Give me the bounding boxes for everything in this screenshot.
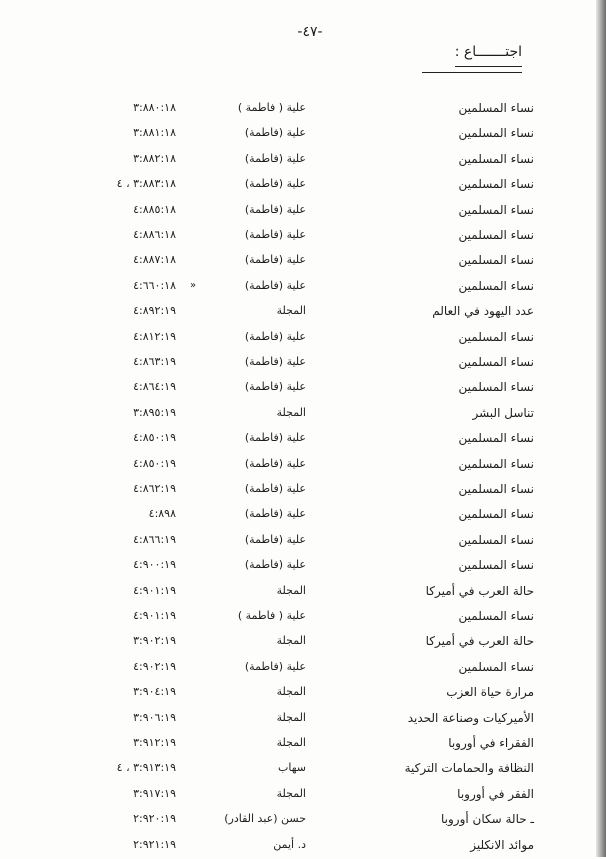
entry-topic: عدد اليهود في العالم bbox=[432, 304, 534, 319]
entry-source: المجلة bbox=[276, 685, 306, 699]
list-item bbox=[0, 581, 606, 605]
list-item bbox=[0, 174, 606, 198]
entry-source: علية ( فاطمة ) bbox=[237, 609, 306, 622]
entry-source: المجلة bbox=[276, 736, 306, 749]
list-item bbox=[0, 301, 606, 325]
entry-topic: نساء المسلمين bbox=[458, 355, 534, 369]
section-heading: اجتـــــــاع : bbox=[455, 44, 522, 67]
entry-reference: ٤:٩٠٠:١٩ bbox=[133, 558, 176, 572]
entry-topic: نساء المسلمين bbox=[458, 482, 534, 496]
entry-topic: نساء المسلمين bbox=[458, 101, 534, 115]
entry-source: علية (فاطمة) bbox=[244, 431, 306, 445]
list-item bbox=[0, 758, 606, 782]
list-item bbox=[0, 530, 606, 554]
entry-topic: نساء المسلمين bbox=[458, 507, 534, 522]
entry-reference: ٤:٨٦٢:١٩ bbox=[133, 482, 176, 495]
entry-reference: ٤:٨٥٠:١٩ bbox=[133, 431, 176, 445]
entry-source: علية (فاطمة) bbox=[244, 507, 306, 521]
list-item bbox=[0, 733, 606, 757]
entry-topic: نساء المسلمين bbox=[458, 431, 534, 446]
entry-source: علية (فاطمة) bbox=[244, 253, 306, 267]
entry-reference: ٣:٩٠٤:١٩ bbox=[133, 685, 176, 699]
list-item bbox=[0, 225, 606, 249]
entry-topic: نساء المسلمين bbox=[458, 456, 534, 471]
list-item bbox=[0, 403, 606, 427]
entry-topic: موائد الانكليز bbox=[470, 837, 534, 852]
list-item bbox=[0, 606, 606, 630]
entry-reference: ٢:٩٢٠:١٩ bbox=[133, 812, 176, 826]
list-item bbox=[0, 479, 606, 503]
list-item bbox=[0, 682, 606, 706]
list-item bbox=[0, 250, 606, 274]
entry-reference: ٣:٨٨٠:١٨ bbox=[133, 101, 176, 114]
entry-reference: ٤:٩٠١:١٩ bbox=[133, 609, 176, 622]
entry-topic: الأميركيات وصناعة الحديد bbox=[407, 710, 534, 725]
entry-topic: نساء المسلمين bbox=[458, 177, 534, 192]
entry-reference: ٢:٩٢١:١٩ bbox=[133, 837, 176, 851]
entry-topic: نساء المسلمين bbox=[458, 659, 534, 674]
entry-source: علية (فاطمة) bbox=[244, 151, 306, 165]
page-number: -٤٧- bbox=[297, 24, 323, 40]
entry-source: علية (فاطمة) bbox=[244, 355, 306, 368]
entry-reference: ٣:٨٨١:١٨ bbox=[133, 126, 176, 140]
list-item bbox=[0, 784, 606, 808]
entry-source: المجلة bbox=[276, 634, 306, 648]
entry-reference: ٤:٨٨٥:١٨ bbox=[133, 202, 176, 216]
entry-topic: نساء المسلمين bbox=[458, 126, 534, 141]
entry-source: علية (فاطمة) bbox=[244, 278, 306, 292]
entry-source: علية (فاطمة) bbox=[244, 202, 306, 216]
entry-topic: حالة العرب في أميركا bbox=[425, 634, 534, 649]
entry-reference: ٤:٨٦٤:١٩ bbox=[133, 380, 176, 394]
list-item bbox=[0, 428, 606, 452]
entry-source: المجلة bbox=[276, 583, 306, 597]
entry-source: علية (فاطمة) bbox=[244, 659, 306, 673]
entry-source: حسن (عبد القادر) bbox=[224, 812, 306, 826]
entry-source: علية (فاطمة) bbox=[244, 532, 306, 546]
entry-source: علية (فاطمة) bbox=[244, 558, 306, 572]
entry-topic: حالة العرب في أميركا bbox=[425, 583, 534, 598]
entry-reference: ٤:٨٦٦:١٩ bbox=[133, 532, 176, 546]
list-item bbox=[0, 276, 606, 300]
entry-reference: ٤:٨٩٢:١٩ bbox=[133, 304, 176, 318]
list-item bbox=[0, 657, 606, 681]
entry-topic: نساء المسلمين bbox=[458, 151, 534, 166]
entry-reference: ٤:٩٠٢:١٩ bbox=[133, 659, 176, 673]
entry-source: علية ( فاطمة ) bbox=[237, 101, 306, 114]
entry-reference: ٣:٩١٣:١٩ ، ٤ bbox=[116, 761, 176, 775]
entry-topic: النظافة والحمامات التركية bbox=[404, 761, 534, 776]
entry-reference: ٤:٨٥٠:١٩ bbox=[133, 456, 176, 470]
entry-mark: » bbox=[190, 279, 197, 291]
entry-topic: الفقراء في أوروبا bbox=[448, 736, 534, 750]
entry-source: المجلة bbox=[276, 304, 306, 318]
entry-topic: نساء المسلمين bbox=[458, 253, 534, 268]
list-item bbox=[0, 835, 606, 859]
list-item bbox=[0, 98, 606, 122]
entry-reference: ٤:٨١٢:١٩ bbox=[133, 329, 176, 343]
entry-topic: نساء المسلمين bbox=[458, 532, 534, 547]
entry-source: المجلة bbox=[276, 405, 306, 419]
entry-source: علية (فاطمة) bbox=[244, 329, 306, 343]
entry-topic: نساء المسلمين bbox=[458, 558, 534, 573]
entry-topic: تناسل البشر bbox=[472, 405, 534, 420]
heading-underline bbox=[422, 72, 522, 73]
entry-topic: نساء المسلمين bbox=[458, 609, 534, 623]
entry-topic: نساء المسلمين bbox=[458, 202, 534, 217]
entry-reference: ٤:٦٦٠:١٨ bbox=[133, 278, 176, 292]
list-item bbox=[0, 454, 606, 478]
entry-topic: الفقر في أوروبا bbox=[457, 786, 534, 801]
entry-source: علية (فاطمة) bbox=[244, 482, 306, 495]
entry-reference: ٤:٩٠١:١٩ bbox=[133, 583, 176, 597]
list-item bbox=[0, 149, 606, 173]
entry-reference: ٣:٩٠٦:١٩ bbox=[133, 710, 176, 724]
entry-topic: نساء المسلمين bbox=[458, 329, 534, 344]
entry-reference: ٤:٨٨٧:١٨ bbox=[133, 253, 176, 267]
entry-source: المجلة bbox=[276, 710, 306, 724]
list-item bbox=[0, 504, 606, 528]
entry-source: د. أيمن bbox=[273, 837, 306, 851]
entry-source: سهاب bbox=[278, 761, 306, 775]
entry-reference: ٣:٩١٢:١٩ bbox=[133, 736, 176, 749]
entry-source: علية (فاطمة) bbox=[244, 380, 306, 394]
list-item bbox=[0, 377, 606, 401]
list-item bbox=[0, 631, 606, 655]
entry-topic: نساء المسلمين bbox=[458, 380, 534, 395]
entry-reference: ٤:٨٨٦:١٨ bbox=[133, 228, 176, 241]
list-item bbox=[0, 708, 606, 732]
entry-reference: ٣:٨٨٣:١٨ ، ٤ bbox=[116, 177, 176, 191]
entry-reference: ٤:٨٦٣:١٩ bbox=[133, 355, 176, 368]
list-item bbox=[0, 352, 606, 376]
entry-reference: ٣:٨٨٢:١٨ bbox=[133, 151, 176, 165]
entry-source: علية (فاطمة) bbox=[244, 228, 306, 241]
entry-topic: ـ حالة سكان أوروبا bbox=[441, 812, 534, 827]
entry-reference: ٣:٨٩٥:١٩ bbox=[133, 405, 176, 419]
entry-source: المجلة bbox=[276, 786, 306, 800]
list-item bbox=[0, 555, 606, 579]
entry-source: علية (فاطمة) bbox=[244, 456, 306, 470]
entry-topic: نساء المسلمين bbox=[458, 278, 534, 293]
entry-topic: مرارة حياة العزب bbox=[446, 685, 534, 700]
list-item bbox=[0, 327, 606, 351]
entry-source: علية (فاطمة) bbox=[244, 126, 306, 140]
entry-source: علية (فاطمة) bbox=[244, 177, 306, 191]
list-item bbox=[0, 200, 606, 224]
list-item bbox=[0, 809, 606, 833]
entry-topic: نساء المسلمين bbox=[458, 228, 534, 242]
entry-reference: ٣:٩١٧:١٩ bbox=[133, 786, 176, 800]
entry-reference: ٣:٩٠٢:١٩ bbox=[133, 634, 176, 648]
entry-reference: ٤:٨٩٨ bbox=[148, 507, 176, 521]
list-item bbox=[0, 123, 606, 147]
